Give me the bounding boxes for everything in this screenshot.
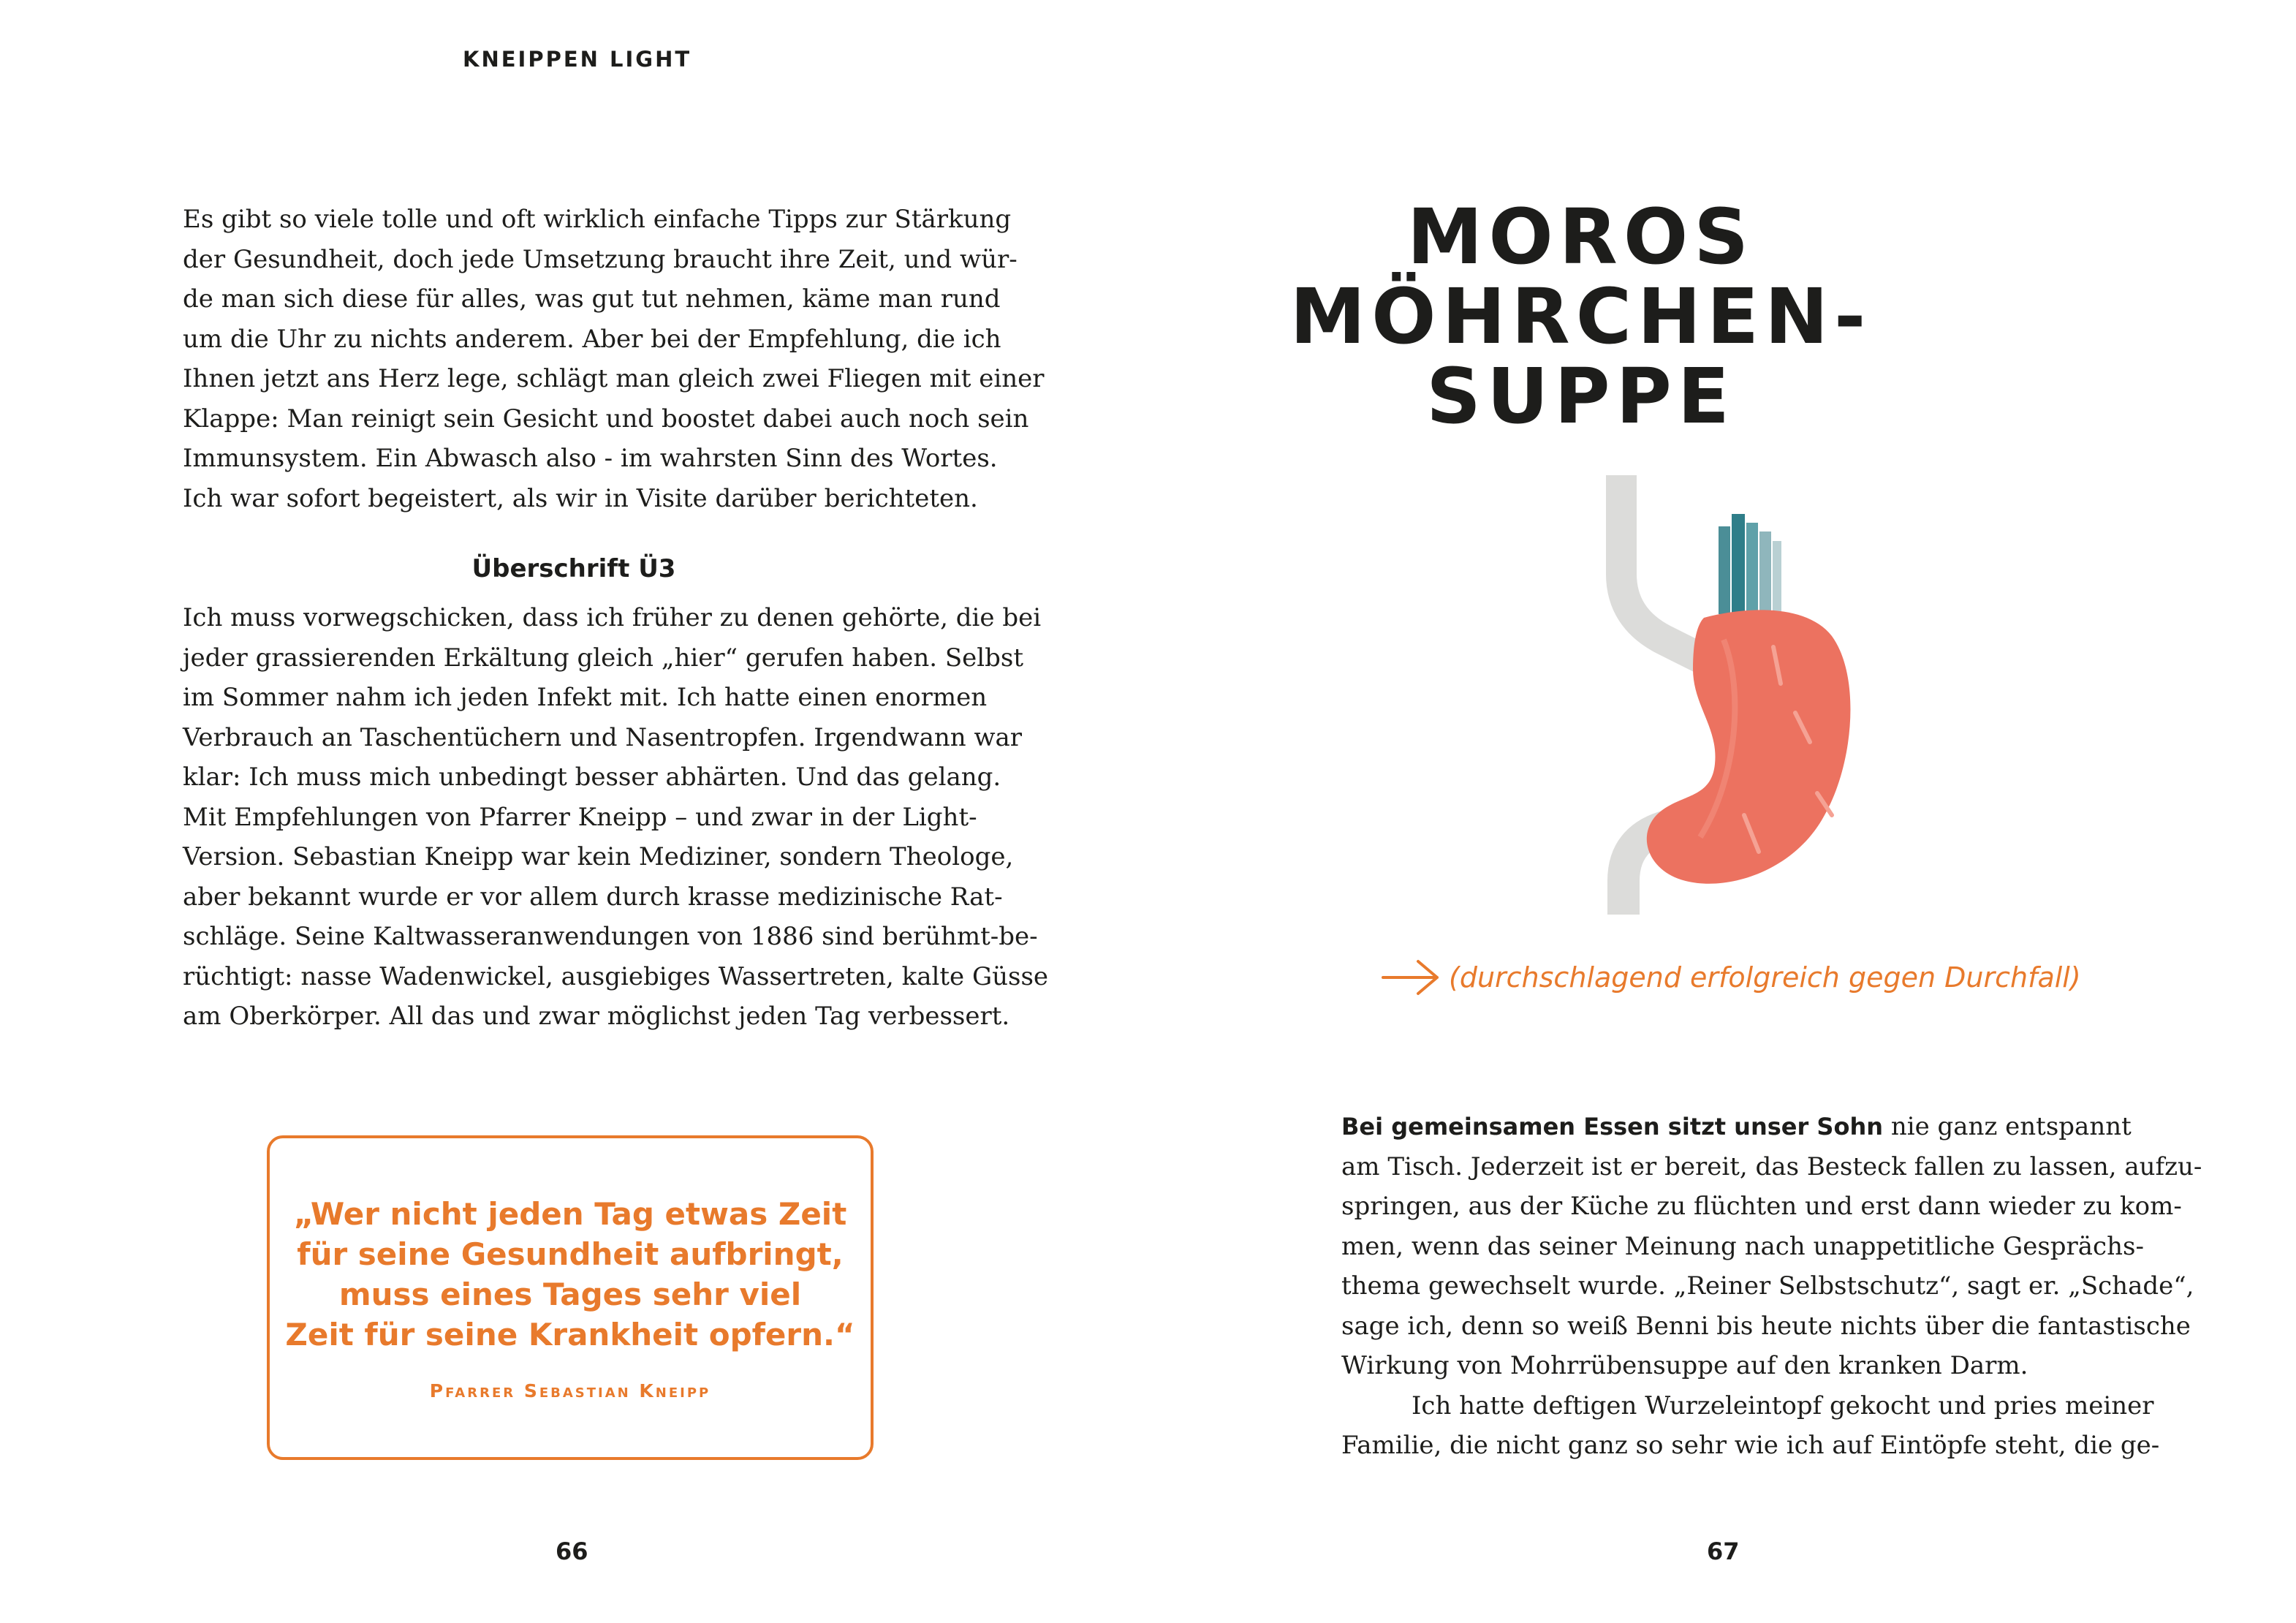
text-line: Immunsystem. Ein Abwasch also - im wahrsten Sinn des Wortes. <box>183 444 998 473</box>
right-page <box>1148 0 2296 1623</box>
subheading: Überschrift Ü3 <box>471 554 676 583</box>
text-fragment: nie ganz entspannt <box>1890 1112 2132 1141</box>
quote-author: Pfarrer Sebastian Kneipp <box>429 1380 711 1401</box>
quote-line: muss eines Tages sehr viel <box>338 1276 802 1312</box>
title-line: MÖHRCHEN- <box>1289 272 1872 361</box>
text-line: Ihnen jetzt ans Herz lege, schlägt man gleich zwei Fliegen mit einer <box>183 364 1045 393</box>
text-line: de man sich diese für alles, was gut tut nehmen, käme man rund <box>183 284 1001 314</box>
text-line: der Gesundheit, doch jede Umsetzung braucht ihre Zeit, und wür- <box>183 244 1018 274</box>
text-line: Version. Sebastian Kneipp war kein Mediziner, sondern Theologe, <box>183 842 1014 871</box>
text-line: Es gibt so viele tolle und oft wirklich einfache Tipps zur Stärkung <box>183 205 1012 234</box>
text-line: Verbrauch an Taschentüchern und Nasentropfen. Irgendwann war <box>183 722 1023 752</box>
title-line: MOROS <box>1406 192 1755 281</box>
stomach-carrot-illustration <box>1554 472 1861 918</box>
intro-paragraph <box>183 200 1045 518</box>
text-line <box>1341 1107 2132 1147</box>
text-line: sage ich, denn so weiß Benni bis heute nichts über die fantastische <box>1341 1311 2191 1341</box>
text-line: Mit Empfehlungen von Pfarrer Kneipp – und zwar in der Light- <box>183 802 977 832</box>
quote-box <box>267 1135 874 1460</box>
text-line: um die Uhr zu nichts anderem. Aber bei der Empfehlung, die ich <box>183 324 1001 354</box>
recipe-subtitle <box>1382 956 2081 999</box>
text-line: am Tisch. Jederzeit ist er bereit, das Besteck fallen zu lassen, aufzu- <box>1341 1151 2202 1181</box>
arrow-right-icon <box>1382 958 1441 996</box>
text-line: Ich war sofort begeistert, als wir in Visite darüber berichteten. <box>183 483 978 513</box>
text-line: klar: Ich muss mich unbedingt besser abhärten. Und das gelang. <box>183 763 1001 792</box>
quote-line: „Wer nicht jeden Tag etwas Zeit <box>293 1196 847 1232</box>
page-number: 66 <box>556 1537 588 1565</box>
title-line: SUPPE <box>1426 352 1735 441</box>
lead-in: Bei gemeinsamen Essen sitzt unser Sohn <box>1341 1113 1883 1140</box>
text-line: thema gewechselt wurde. „Reiner Selbstschutz“, sagt er. „Schade“, <box>1341 1271 2194 1301</box>
text-line: Ich hatte deftigen Wurzeleintopf gekocht und pries meiner <box>1412 1391 2154 1420</box>
running-head: KNEIPPEN LIGHT <box>463 47 692 72</box>
text-line: Familie, die nicht ganz so sehr wie ich auf Eintöpfe steht, die ge- <box>1341 1431 2160 1460</box>
quote-line: Zeit für seine Krankheit opfern.“ <box>285 1317 855 1352</box>
text-line: Wirkung von Mohrrübensuppe auf den kranken Darm. <box>1341 1351 2028 1380</box>
text-line: springen, aus der Küche zu flüchten und erst dann wieder zu kom- <box>1341 1192 2182 1221</box>
text-line: jeder grassierenden Erkältung gleich „hier“ gerufen haben. Selbst <box>183 643 1024 673</box>
text-line: im Sommer nahm ich jeden Infekt mit. Ich hatte einen enormen <box>183 683 988 712</box>
text-line: men, wenn das seiner Meinung nach unappetitliche Gesprächs- <box>1341 1231 2144 1261</box>
text-line: aber bekannt wurde er vor allem durch krasse medizinische Rat- <box>183 882 1003 912</box>
text-line: Ich muss vorwegschicken, dass ich früher zu denen gehörte, die bei <box>183 603 1042 632</box>
recipe-story-paragraph <box>1341 1107 2202 1466</box>
text-line: schläge. Seine Kaltwasseranwendungen von 1886 sind berühmt-be- <box>183 922 1038 951</box>
text-line: am Oberkörper. All das und zwar möglichst jeden Tag verbessert. <box>183 1002 1010 1031</box>
quote-text <box>270 1194 871 1355</box>
recipe-title <box>1148 192 2014 441</box>
body-paragraph <box>183 598 1049 1037</box>
page-number: 67 <box>1707 1537 1740 1565</box>
text-line: Klappe: Man reinigt sein Gesicht und boostet dabei auch noch sein <box>183 404 1029 434</box>
subtitle-text: (durchschlagend erfolgreich gegen Durchfall) <box>1449 961 2081 994</box>
text-line: rüchtigt: nasse Wadenwickel, ausgiebiges Wassertreten, kalte Güsse <box>183 961 1049 991</box>
quote-line: für seine Gesundheit aufbringt, <box>297 1236 844 1272</box>
